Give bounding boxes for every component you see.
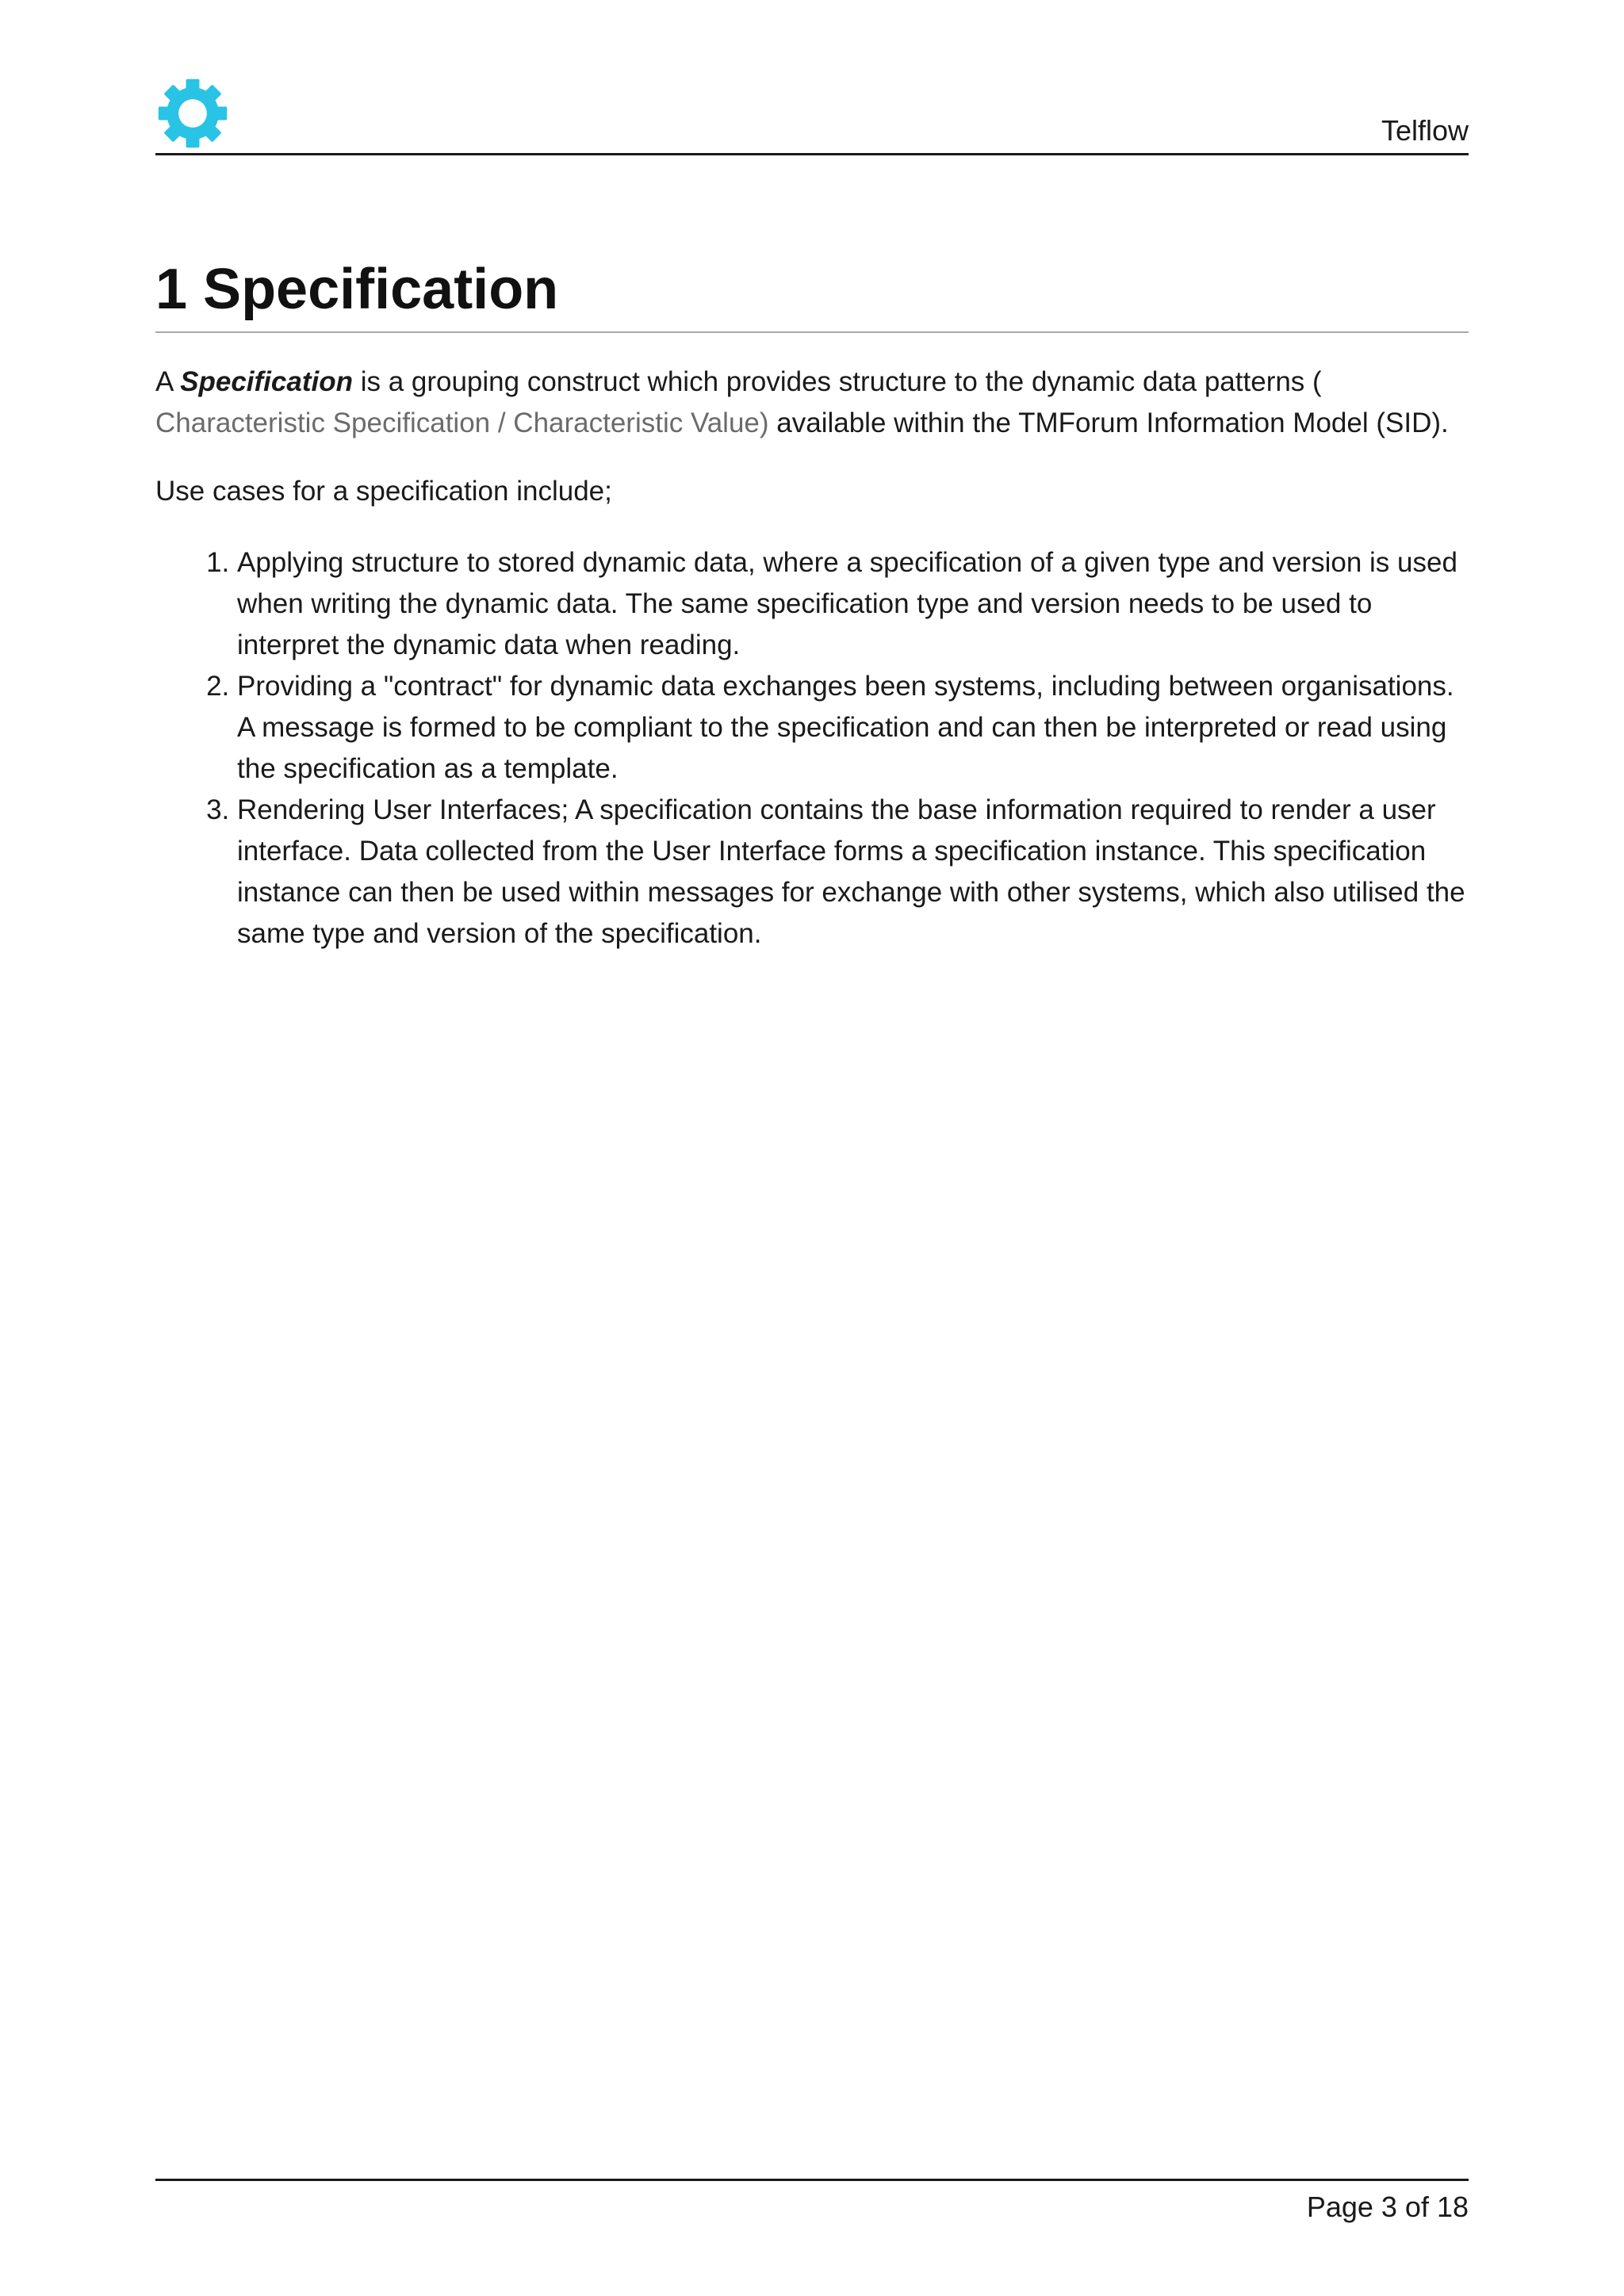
heading-divider <box>155 331 1469 333</box>
list-item: 3. Rendering User Interfaces; A specification contains the base information required to render a user interface. Data collected from the User Interface forms a specification instance. This specification instance can then be used within messages for exchange with other systems, which also utilised the same type and version of the specification. <box>237 790 1472 955</box>
section-title: Specification <box>203 258 559 321</box>
section-heading <box>155 254 558 325</box>
intro-prefix: A <box>155 366 181 397</box>
gear-icon <box>155 76 230 151</box>
intro-text-1: is a grouping construct which provides structure to the dynamic data patterns ( <box>352 366 1322 397</box>
list-item: 1. Applying structure to stored dynamic data, where a specification of a given type and version is used when writing the dynamic data. The same specification type and version needs to be used to interpret the dynamic data when reading. <box>237 542 1472 666</box>
usecase-list <box>155 542 1472 955</box>
intro-term: Specification <box>180 366 353 397</box>
usecases-lead: Use cases for a specification include; <box>155 476 612 507</box>
footer-divider <box>155 2179 1469 2181</box>
header-divider <box>155 153 1469 155</box>
header-title: Telflow <box>1381 114 1469 147</box>
page-number: Page 3 of 18 <box>1306 2191 1469 2223</box>
intro-paragraph <box>155 362 1472 444</box>
intro-text-2: available within the TMForum Information Model (SID). <box>768 408 1449 438</box>
list-item: 2. Providing a "contract" for dynamic data exchanges been systems, including between organisations. A message is formed to be compliant to the specification and can then be interpreted or read using the specification as a template. <box>237 666 1472 790</box>
section-number: 1 <box>155 258 188 321</box>
characteristic-link[interactable]: Characteristic Specification / Characteristic Value) <box>155 408 769 438</box>
